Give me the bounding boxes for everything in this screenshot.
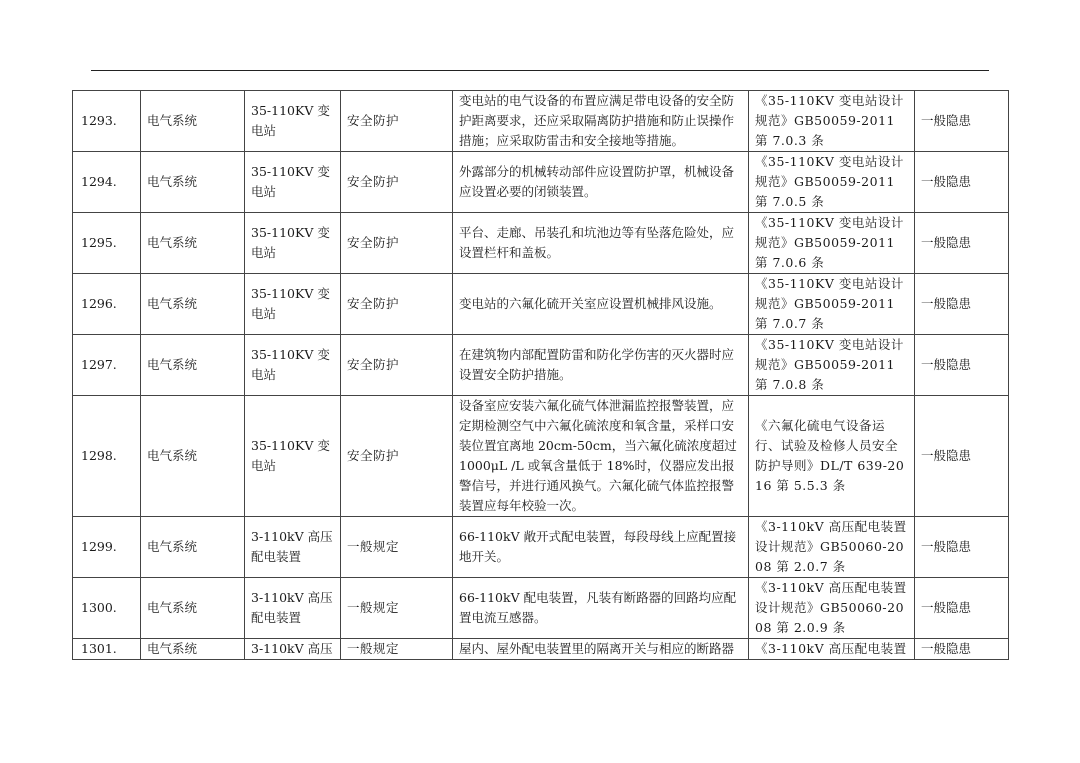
system-cell: 电气系统: [141, 213, 245, 274]
hazard-table: [72, 90, 1009, 660]
row-number: 1296.: [73, 274, 141, 335]
category-cell: 安全防护: [341, 274, 453, 335]
category-cell: 一般规定: [341, 578, 453, 639]
facility-cell: 35-110KV 变电站: [245, 396, 341, 517]
category-cell: 一般规定: [341, 517, 453, 578]
table-row: [73, 578, 1009, 639]
system-cell: 电气系统: [141, 274, 245, 335]
requirement-cell: 66-110kV 敞开式配电装置，每段母线上应配置接地开关。: [453, 517, 749, 578]
table-row: [73, 91, 1009, 152]
category-cell: 安全防护: [341, 91, 453, 152]
hazard-level-cell: 一般隐患: [915, 274, 1009, 335]
row-number: 1299.: [73, 517, 141, 578]
requirement-cell: 变电站的六氟化硫开关室应设置机械排风设施。: [453, 274, 749, 335]
system-cell: 电气系统: [141, 335, 245, 396]
row-number: 1295.: [73, 213, 141, 274]
system-cell: 电气系统: [141, 639, 245, 660]
hazard-level-cell: 一般隐患: [915, 639, 1009, 660]
requirement-cell: 66-110kV 配电装置，凡装有断路器的回路均应配置电流互感器。: [453, 578, 749, 639]
category-cell: 安全防护: [341, 152, 453, 213]
basis-cell: 《35-110KV 变电站设计规范》GB50059-2011 第 7.0.3 条: [749, 91, 915, 152]
requirement-cell: 设备室应安装六氟化硫气体泄漏监控报警装置，应定期检测空气中六氟化硫浓度和氧含量，采样口安装位置宜离地 20cm-50cm，当六氟化硫浓度超过 1000μL /L 或氧含量低于 18%时，仪器应发出报警信号，并进行通风换气。六氟化硫气体监控报警装置应每年校验一次。: [453, 396, 749, 517]
hazard-level-cell: 一般隐患: [915, 396, 1009, 517]
facility-cell: 3-110kV 高压: [245, 639, 341, 660]
system-cell: 电气系统: [141, 152, 245, 213]
hazard-level-cell: 一般隐患: [915, 517, 1009, 578]
row-number: 1300.: [73, 578, 141, 639]
table-row: [73, 152, 1009, 213]
basis-cell: 《3-110kV 高压配电装置设计规范》GB50060-2008 第 2.0.7 条: [749, 517, 915, 578]
table-row: [73, 213, 1009, 274]
row-number: 1294.: [73, 152, 141, 213]
table-row: [73, 396, 1009, 517]
requirement-cell: 外露部分的机械转动部件应设置防护罩，机械设备应设置必要的闭锁装置。: [453, 152, 749, 213]
table-row: [73, 274, 1009, 335]
system-cell: 电气系统: [141, 517, 245, 578]
basis-cell: 《35-110KV 变电站设计规范》GB50059-2011 第 7.0.7 条: [749, 274, 915, 335]
basis-cell: 《3-110kV 高压配电装置: [749, 639, 915, 660]
system-cell: 电气系统: [141, 396, 245, 517]
requirement-cell: 屋内、屋外配电装置里的隔离开关与相应的断路器: [453, 639, 749, 660]
basis-cell: 《35-110KV 变电站设计规范》GB50059-2011 第 7.0.5 条: [749, 152, 915, 213]
basis-cell: 《六氟化硫电气设备运行、试验及检修人员安全防护导则》DL/T 639-2016 第 5.5.3 条: [749, 396, 915, 517]
row-number: 1301.: [73, 639, 141, 660]
facility-cell: 35-110KV 变电站: [245, 213, 341, 274]
facility-cell: 3-110kV 高压配电装置: [245, 578, 341, 639]
hazard-level-cell: 一般隐患: [915, 91, 1009, 152]
basis-cell: 《35-110KV 变电站设计规范》GB50059-2011 第 7.0.6 条: [749, 213, 915, 274]
system-cell: 电气系统: [141, 578, 245, 639]
facility-cell: 35-110KV 变电站: [245, 274, 341, 335]
hazard-level-cell: 一般隐患: [915, 578, 1009, 639]
system-cell: 电气系统: [141, 91, 245, 152]
row-number: 1293.: [73, 91, 141, 152]
requirement-cell: 在建筑物内部配置防雷和防化学伤害的灭火器时应设置安全防护措施。: [453, 335, 749, 396]
hazard-level-cell: 一般隐患: [915, 335, 1009, 396]
category-cell: 一般规定: [341, 639, 453, 660]
header-rule: [91, 70, 989, 71]
category-cell: 安全防护: [341, 335, 453, 396]
category-cell: 安全防护: [341, 396, 453, 517]
requirement-cell: 平台、走廊、吊装孔和坑池边等有坠落危险处，应设置栏杆和盖板。: [453, 213, 749, 274]
hazard-level-cell: 一般隐患: [915, 152, 1009, 213]
category-cell: 安全防护: [341, 213, 453, 274]
row-number: 1297.: [73, 335, 141, 396]
facility-cell: 35-110KV 变电站: [245, 335, 341, 396]
requirement-cell: 变电站的电气设备的布置应满足带电设备的安全防护距离要求，还应采取隔离防护措施和防止误操作措施；应采取防雷击和安全接地等措施。: [453, 91, 749, 152]
table-body: [73, 91, 1009, 660]
table-row: [73, 335, 1009, 396]
basis-cell: 《35-110KV 变电站设计规范》GB50059-2011 第 7.0.8 条: [749, 335, 915, 396]
facility-cell: 3-110kV 高压配电装置: [245, 517, 341, 578]
table-row: [73, 517, 1009, 578]
hazard-level-cell: 一般隐患: [915, 213, 1009, 274]
table-row: [73, 639, 1009, 660]
basis-cell: 《3-110kV 高压配电装置设计规范》GB50060-2008 第 2.0.9 条: [749, 578, 915, 639]
row-number: 1298.: [73, 396, 141, 517]
facility-cell: 35-110KV 变电站: [245, 91, 341, 152]
facility-cell: 35-110KV 变电站: [245, 152, 341, 213]
